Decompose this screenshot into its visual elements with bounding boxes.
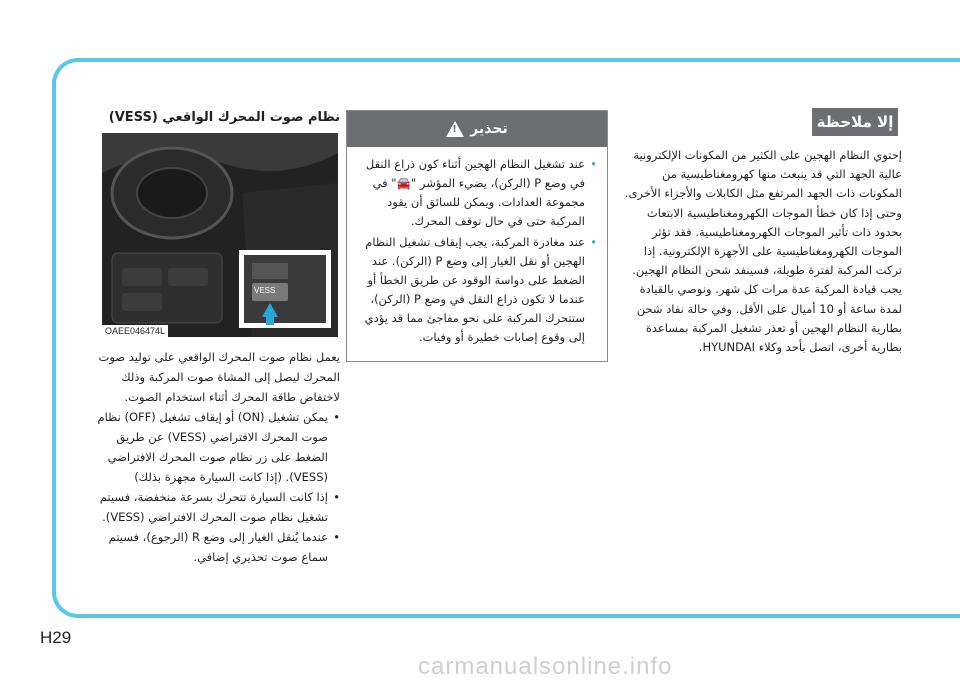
photo-caption: OAEE046474L — [102, 325, 168, 337]
section-body — [90, 347, 340, 567]
section-bullet: • يمكن تشغيل (ON) أو إيقاف تشغيل (OFF) نظام صوت المحرك الافتراضي (VESS) عن طريق الضغط على زر نظام صوت المحرك الافتراضي (VESS). (إذا كانت السيارة مجهزة بذلك) — [90, 407, 340, 487]
warning-item: • عند تشغيل النظام الهجين أثناء كون ذراع النقل في وضع P (الركن)، يضيء المؤشر "🚘" في مجموعة العدادات. ويمكن للسائق أن يقود المركبة حتى في حال توقف المحرك. — [355, 155, 597, 231]
section-intro: يعمل نظام صوت المحرك الواقعي على توليد صوت المحرك ليصل إلى المشاة صوت المركبة وذلك لاختفاض طاقة المحرك أثناء استخدام الصوت. — [98, 350, 340, 404]
watermark: carmanualsonline.info — [418, 653, 673, 680]
warning-list — [347, 147, 607, 347]
vess-button-label: VESS — [254, 286, 276, 295]
dashboard-illustration — [102, 133, 338, 337]
section-bullet: • عندما يُنقل الغيار إلى وضع R (الرجوع)، فسيتم سماع صوت تحذيري إضافي. — [90, 527, 340, 567]
warning-header — [347, 111, 607, 147]
warning-item: • عند مغادرة المركبة، يجب إيقاف تشغيل النظام الهجين أو نقل الغيار إلى وضع P (الركن). عند الضغط على دواسة الوقود عن طريق الخطأ أو عندما لا تكون ذراع النقل في وضع P (الركن)، ستتحرك المركبة على نحو مفاجئ مما قد يؤدي إلى وقوع إصابات خطيرة أو وفيات. — [355, 233, 597, 347]
warning-box — [346, 110, 608, 362]
warning-title: تحذير — [470, 121, 508, 137]
section-bullet: • إذا كانت السيارة تتحرك بسرعة منخفضة، فسيتم تشغيل نظام صوت المحرك الافتراضي (VESS). — [90, 487, 340, 527]
warning-triangle-icon — [446, 121, 464, 137]
section-bullets — [90, 407, 340, 567]
note-title: إلا ملاحظة — [812, 108, 898, 136]
vess-button-photo — [102, 133, 338, 337]
page-number: H29 — [40, 628, 72, 647]
section-title: نظام صوت المحرك الواقعي (VESS) — [108, 110, 340, 125]
note-body: إحتوي النظام الهجين على الكثير من المكونات الإلكترونية عالية الجهد التي قد ينبعث منها كهرومغناطيسية من المكونات ذات الجهد المرتفع مثل الكابلات والأجزاء الأخرى. وحتى إذا كان خطأ الموجات الكهرومغناطيسية الابتعاث بحدود ذات تأثير الموجات الكهرومغناطيسية. فقد تؤثر الموجات الكهرومغناطيسية على الأجهزة الإلكترونية. إذا تركت المركبة لفترة طويلة، فسينفد شحن النظام الهجين. يجب قيادة المركبة عدة مرات كل شهر. ونوصي بالقيادة لمدة ساعة أو 10 أميال على الأقل. وفي حالة نفاد شحن بطارية النظام الهجين أو تعذر تشغيل المركبة بمساعدة بطارية أخرى، اتصل بأحد وكلاء HYUNDAI. — [624, 148, 902, 355]
